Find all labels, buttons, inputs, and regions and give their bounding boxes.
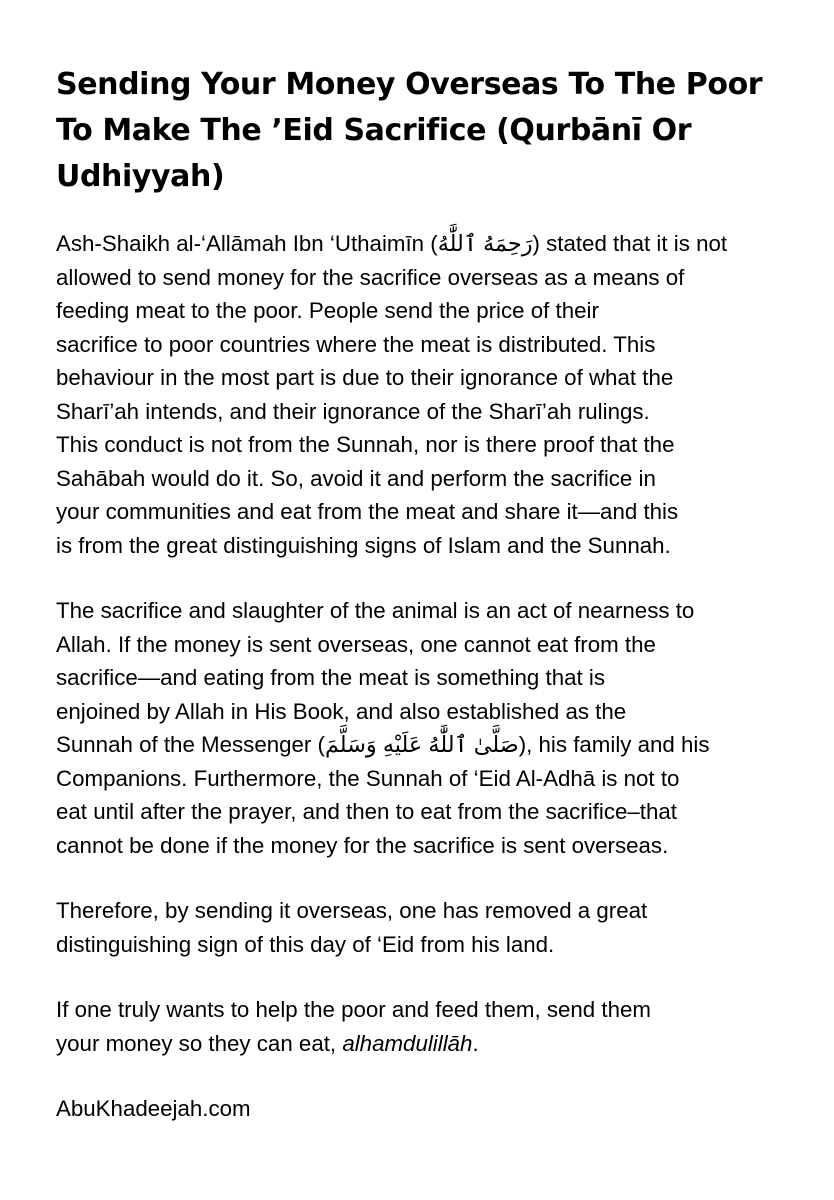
paragraph-line: Companions. Furthermore, the Sunnah of ‘Eid Al-Adhā is not to: [56, 765, 680, 791]
title-line: Udhiyyah): [56, 159, 225, 194]
paragraph-line: eat until after the prayer, and then to eat from the sacrifice–that: [56, 799, 677, 824]
paragraph-line: The sacrifice and slaughter of the animal is an act of nearness to: [56, 598, 695, 623]
paragraph-line: allowed to send money for the sacrifice overseas as a means of: [56, 264, 685, 290]
paragraph-line: sacrifice to poor countries where the meat is distributed. This: [56, 331, 656, 357]
paragraph-line: If one truly wants to help the poor and feed them, send them: [56, 997, 651, 1022]
paragraph-line: sacrifice—and eating from the meat is something that is: [56, 665, 606, 690]
paragraph-2: [56, 594, 786, 862]
paragraph-text: your money so they can eat,: [56, 1030, 343, 1056]
paragraph-3: [56, 894, 786, 961]
paragraph-4: [56, 993, 786, 1060]
title-line: To Make The ’Eid Sacrifice (Qurbānī Or: [56, 113, 692, 148]
italic-term: alhamdulillāh: [342, 1030, 473, 1056]
title-line: Sending Your Money Overseas To The Poor: [56, 67, 763, 102]
website-credit: AbuKhadeejah.com: [56, 1096, 251, 1121]
article-title: [56, 62, 786, 200]
paragraph-line: Allah. If the money is sent overseas, one cannot eat from the: [56, 631, 656, 657]
paragraph-line: Sharī’ah intends, and their ignorance of the Sharī’ah rulings.: [56, 398, 650, 424]
paragraph-line: is from the great distinguishing signs of Islam and the Sunnah.: [56, 532, 671, 558]
paragraph-line: behaviour in the most part is due to their ignorance of what the: [56, 365, 674, 390]
paragraph-line: Therefore, by sending it overseas, one has removed a great: [56, 898, 648, 923]
paragraph-line: Sunnah of the Messenger (صَلَّىٰ ٱللَّٰهُ عَلَيْهِ وَسَلَّمَ), his family and his: [56, 732, 710, 757]
paragraph-line: feeding meat to the poor. People send the price of their: [56, 298, 599, 323]
paragraph-line: [56, 1027, 786, 1061]
paragraph-punctuation: .: [472, 1030, 479, 1056]
paragraph-line: distinguishing sign of this day of ‘Eid from his land.: [56, 931, 555, 957]
article: [56, 62, 786, 1126]
paragraph-line: Ash-Shaikh al-‘Allāmah Ibn ‘Uthaimīn (رَحِمَهُ ٱللَّٰهُ) stated that it is not: [56, 231, 728, 256]
paragraph-line: cannot be done if the money for the sacrifice is sent overseas.: [56, 832, 669, 858]
paragraph-line: your communities and eat from the meat and share it—and this: [56, 499, 679, 524]
paragraph-line: enjoined by Allah in His Book, and also established as the: [56, 698, 627, 724]
paragraph-line: Sahābah would do it. So, avoid it and perform the sacrifice in: [56, 465, 656, 491]
paragraph-line: This conduct is not from the Sunnah, nor is there proof that the: [56, 432, 675, 457]
paragraph-1: [56, 227, 786, 562]
